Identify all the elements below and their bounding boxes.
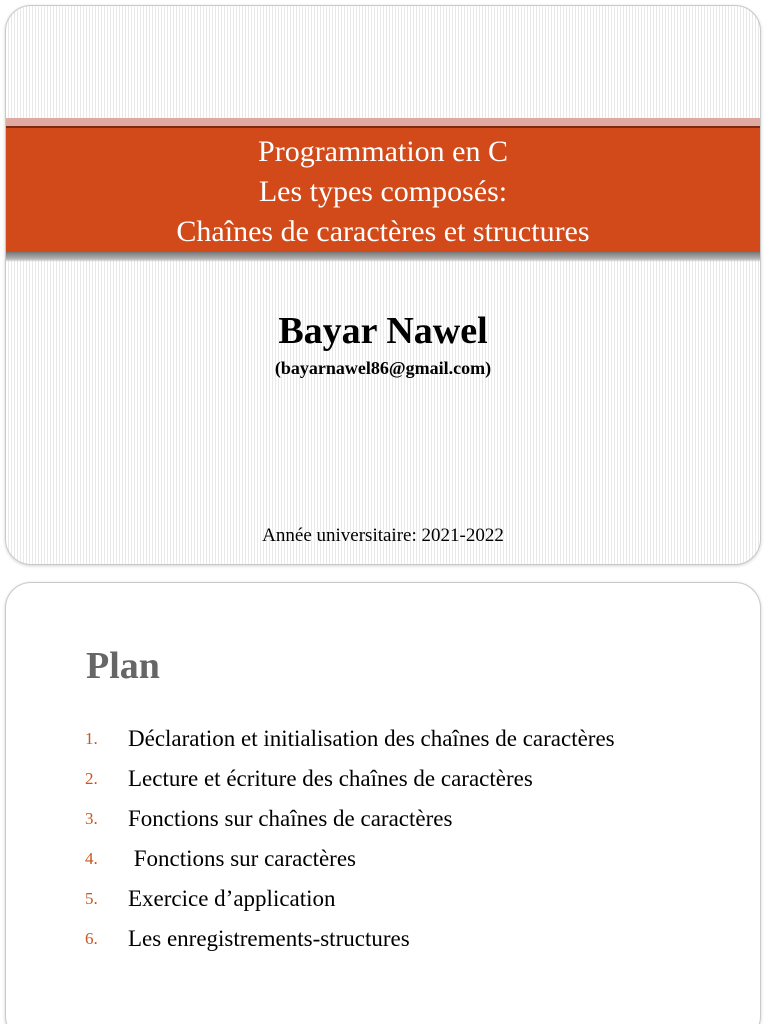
plan-item — [6, 839, 760, 879]
plan-item — [6, 919, 760, 959]
plan-item-number: 4. — [85, 849, 98, 868]
plan-title: Plan — [86, 645, 160, 687]
plan-item — [6, 759, 760, 799]
plan-item — [6, 719, 760, 759]
plan-item-text: Les enregistrements-structures — [128, 926, 410, 951]
plan-item-number: 2. — [85, 769, 98, 788]
plan-item-text: Déclaration et initialisation des chaînes de caractères — [128, 726, 615, 751]
plan-item — [6, 799, 760, 839]
title-slide — [5, 5, 761, 565]
plan-item-text: Lecture et écriture des chaînes de caractères — [128, 766, 533, 791]
plan-item-number: 6. — [85, 929, 98, 948]
slide-title-line-2: Les types composés: — [258, 175, 508, 208]
slide-title-line-3: Chaînes de caractères et structures — [176, 215, 590, 248]
plan-item-number: 3. — [85, 809, 98, 828]
plan-item-number: 5. — [85, 889, 98, 908]
plan-item-text: Fonctions sur caractères — [128, 846, 357, 871]
slide-title-line-1: Programmation en C — [258, 135, 508, 168]
plan-item-text: Fonctions sur chaînes de caractères — [128, 806, 453, 831]
plan-slide — [5, 582, 761, 1024]
title-band-shadow — [6, 252, 760, 262]
plan-item-text: Exercice d’application — [128, 886, 336, 911]
plan-item-number: 1. — [85, 729, 98, 748]
plan-list — [6, 719, 760, 959]
author-name: Bayar Nawel — [278, 310, 488, 352]
plan-item — [6, 879, 760, 919]
author-email: (bayarnawel86@gmail.com) — [274, 358, 492, 378]
academic-year: Année universitaire: 2021-2022 — [262, 525, 504, 546]
title-band-top-stripe — [6, 118, 760, 126]
